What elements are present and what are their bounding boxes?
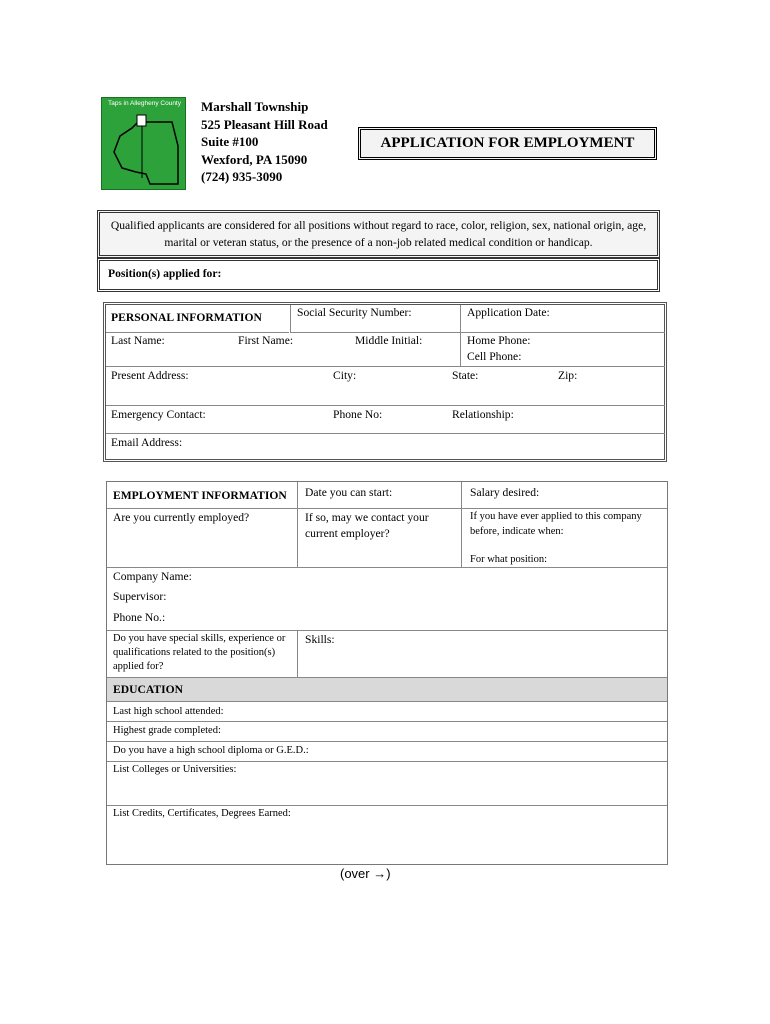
over-note: (over →) xyxy=(340,866,391,881)
eeo-notice xyxy=(97,210,660,258)
relationship-field[interactable]: Relationship: xyxy=(452,408,514,421)
education-heading: EDUCATION xyxy=(113,683,183,696)
home-phone-field[interactable]: Home Phone: xyxy=(467,334,531,347)
cell-phone-field[interactable]: Cell Phone: xyxy=(467,350,522,363)
personal-information-section xyxy=(103,302,667,462)
email-address-field[interactable]: Email Address: xyxy=(111,436,183,449)
credits-field[interactable]: List Credits, Certificates, Degrees Earned: xyxy=(113,808,291,819)
personal-info-heading: PERSONAL INFORMATION xyxy=(111,311,262,324)
present-address-field[interactable]: Present Address: xyxy=(111,369,189,382)
emergency-phone-field[interactable]: Phone No: xyxy=(333,408,383,421)
special-skills-line-2: qualifications related to the position(s) xyxy=(113,647,276,658)
middle-initial-field[interactable]: Middle Initial: xyxy=(355,334,423,347)
currently-employed-field[interactable]: Are you currently employed? xyxy=(113,511,250,524)
salary-desired-field[interactable]: Salary desired: xyxy=(470,486,540,499)
county-map-icon xyxy=(102,98,187,191)
supervisor-field[interactable]: Supervisor: xyxy=(113,590,167,603)
what-position-field[interactable]: For what position: xyxy=(470,554,548,565)
first-name-field[interactable]: First Name: xyxy=(238,334,294,347)
phone-number: (724) 935-3090 xyxy=(201,169,283,184)
position-applied-field[interactable] xyxy=(97,258,660,292)
company-phone-field[interactable]: Phone No.: xyxy=(113,611,166,624)
highest-grade-field[interactable]: Highest grade completed: xyxy=(113,725,221,736)
special-skills-line-1: Do you have special skills, experience or xyxy=(113,633,286,644)
state-field[interactable]: State: xyxy=(452,369,479,382)
employment-info-heading: EMPLOYMENT INFORMATION xyxy=(113,489,287,502)
contact-employer-line-1[interactable]: If so, may we contact your xyxy=(305,511,429,524)
township-name: Marshall Township xyxy=(201,99,309,114)
notice-line-1: Qualified applicants are considered for all positions without regard to race, color, religion, sex, national origin, age, xyxy=(110,219,647,232)
notice-line-2: marital or veteran status, or the presence of a non-job related medical condition or handicap. xyxy=(164,236,593,249)
company-name-field[interactable]: Company Name: xyxy=(113,570,192,583)
skills-field[interactable]: Skills: xyxy=(305,633,335,646)
start-date-field[interactable]: Date you can start: xyxy=(305,486,393,499)
diploma-field[interactable]: Do you have a high school diploma or G.E.D.: xyxy=(113,745,309,756)
application-date-field[interactable]: Application Date: xyxy=(467,306,550,319)
education-heading-bar xyxy=(107,677,667,702)
logo-text: Taps in Allegheny County xyxy=(108,100,181,107)
township-address xyxy=(201,98,328,186)
township-logo xyxy=(101,97,186,190)
high-school-field[interactable]: Last high school attended: xyxy=(113,706,224,717)
zip-field[interactable]: Zip: xyxy=(558,369,578,382)
position-label: Position(s) applied for: xyxy=(108,267,222,280)
applied-before-line-2[interactable]: before, indicate when: xyxy=(470,526,564,537)
street-address: 525 Pleasant Hill Road xyxy=(201,116,328,132)
last-name-field[interactable]: Last Name: xyxy=(111,334,165,347)
colleges-field[interactable]: List Colleges or Universities: xyxy=(113,764,237,775)
emergency-contact-field[interactable]: Emergency Contact: xyxy=(111,408,206,421)
ssn-field[interactable]: Social Security Number: xyxy=(297,306,412,319)
contact-employer-line-2[interactable]: current employer? xyxy=(305,527,390,540)
city-field[interactable]: City: xyxy=(333,369,357,382)
suite: Suite #100 xyxy=(201,134,259,149)
applied-before-line-1[interactable]: If you have ever applied to this company xyxy=(470,511,642,522)
page-title: APPLICATION FOR EMPLOYMENT xyxy=(358,127,657,160)
city-state-zip: Wexford, PA 15090 xyxy=(201,151,308,167)
special-skills-line-3: applied for? xyxy=(113,661,164,672)
